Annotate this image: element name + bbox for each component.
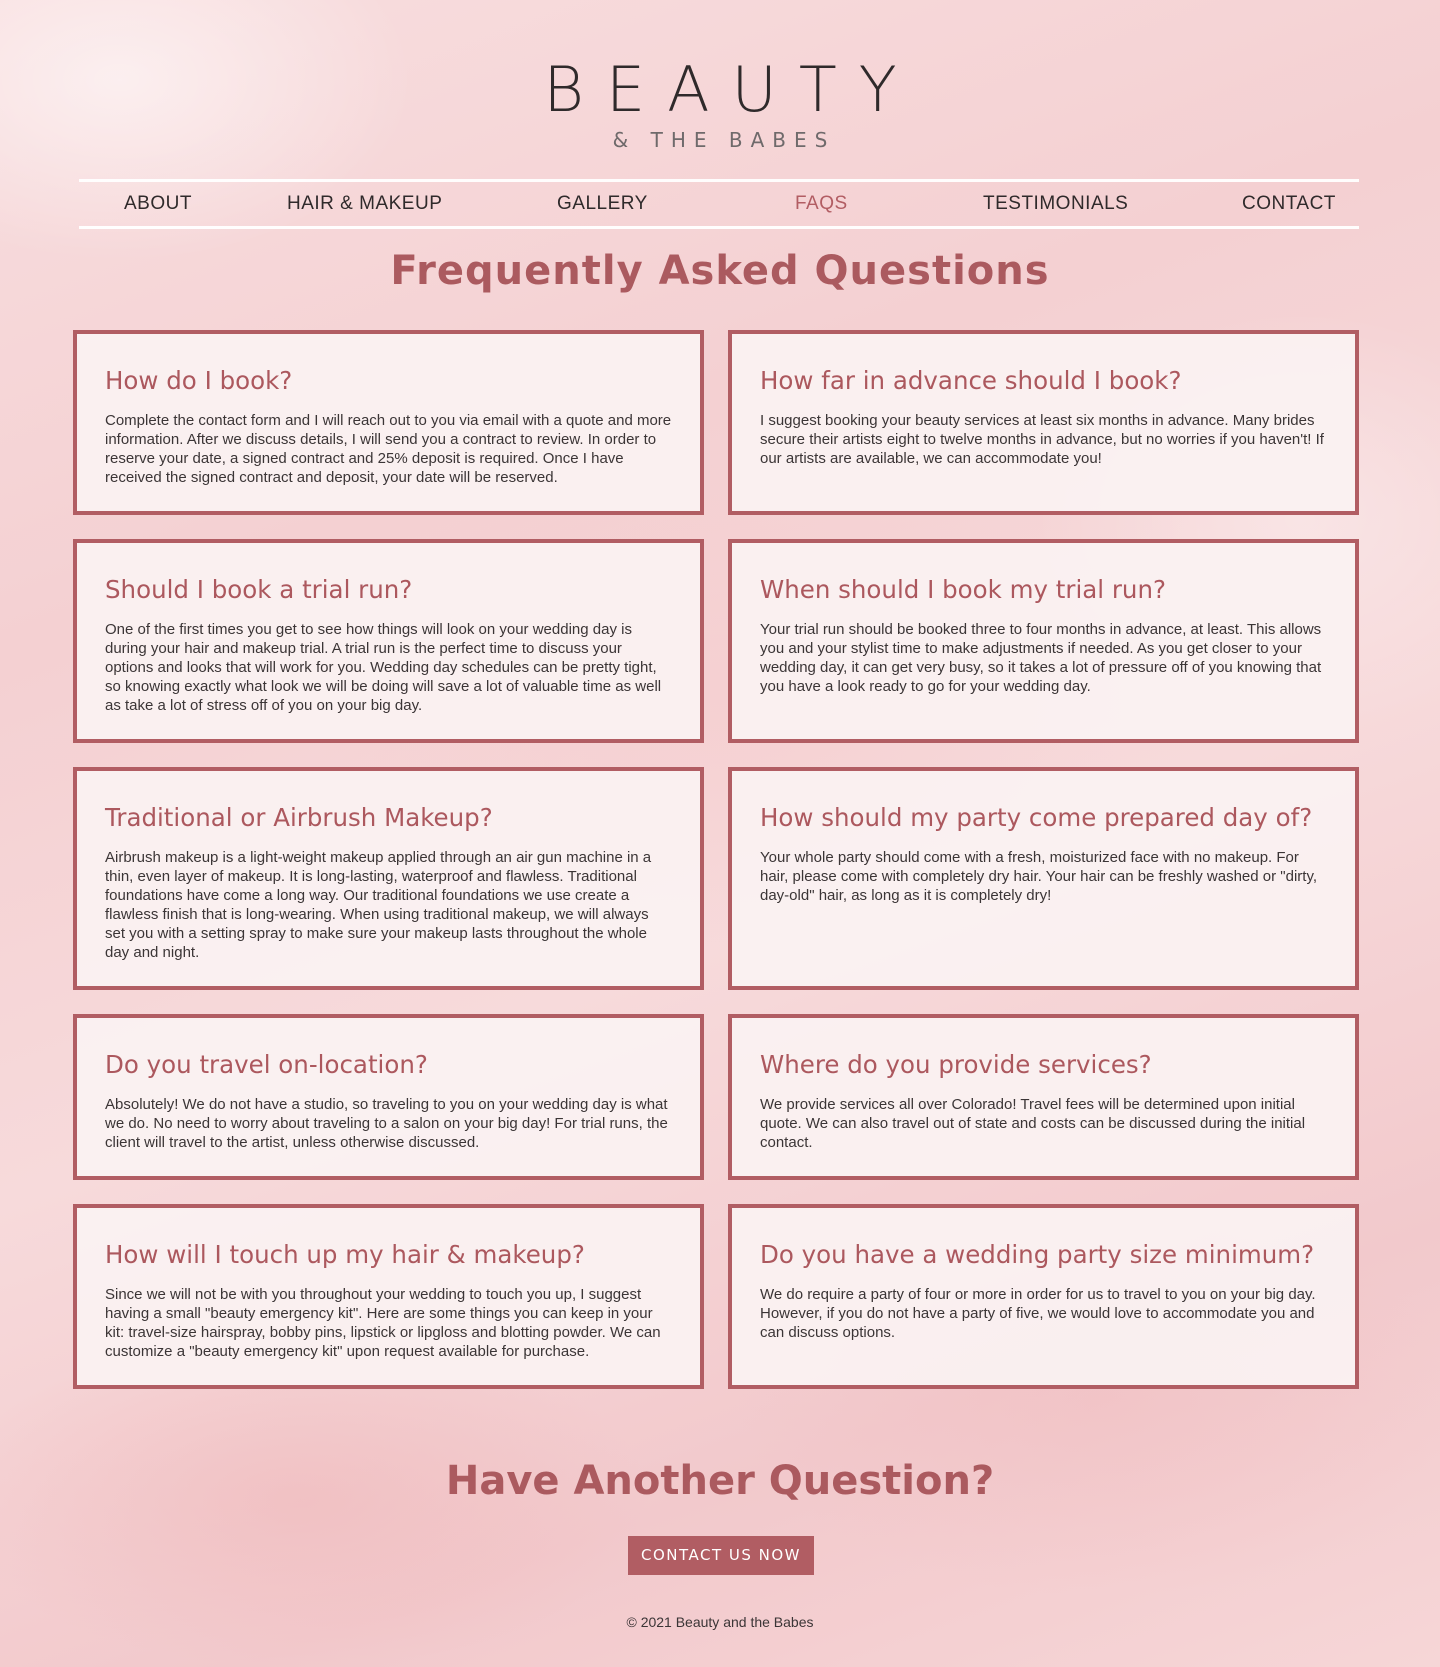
- faq-card-service-area: [728, 1014, 1359, 1180]
- page-title: Frequently Asked Questions: [390, 248, 1050, 294]
- nav-item-faqs[interactable]: FAQS: [795, 193, 848, 214]
- faq-card-party-size: [728, 1204, 1359, 1389]
- faq-question: When should I book my trial run?: [760, 575, 1166, 604]
- faq-card-how-far-in-advance: [728, 330, 1359, 515]
- nav-item-contact[interactable]: CONTACT: [1242, 193, 1336, 214]
- nav-item-hair-makeup[interactable]: HAIR & MAKEUP: [287, 193, 443, 214]
- faq-answer: Your trial run should be booked three to four months in advance, at least. This allows you and your stylist time to make adjustments if needed. As you get closer to your wedding day, it can get very busy, so it takes a lot of pressure off of you knowing that you have a look ready to go for your wedding day.: [760, 621, 1322, 695]
- nav-item-about[interactable]: ABOUT: [124, 193, 192, 214]
- faq-card-travel: [73, 1014, 704, 1180]
- faq-question: Do you have a wedding party size minimum?: [760, 1240, 1315, 1269]
- faq-question: Do you travel on-location?: [105, 1050, 428, 1079]
- faq-answer: One of the first times you get to see how things will look on your wedding day is during your hair and makeup trial. A trial run is the perfect time to discuss your options and looks that will work for you. Wedding day schedules can be pretty tight, so knowing exactly what look we will be doing will save a lot of valuable time as well as take a lot of stress off of you on your big day.: [105, 621, 662, 714]
- faq-question: How do I book?: [105, 366, 293, 395]
- faq-answer: Complete the contact form and I will reach out to you via email with a quote and more information. After we discuss details, I will send you a contract to review. In order to reserve your date, a signed contract and 25% deposit is required. Once I have received the signed contract and deposit, your date will be reserved.: [105, 412, 672, 486]
- nav-item-testimonials[interactable]: TESTIMONIALS: [983, 193, 1129, 214]
- copyright: © 2021 Beauty and the Babes: [626, 1614, 814, 1630]
- faq-answer: Absolutely! We do not have a studio, so traveling to you on your wedding day is what we do. No need to worry about traveling to a salon on your big day! For trial runs, the client will travel to the artist, unless otherwise discussed.: [105, 1096, 668, 1151]
- faq-answer: Since we will not be with you throughout your wedding to touch you up, I suggest having a small "beauty emergency kit". Here are some things you can keep in your kit: travel-size hairspray, bobby pins, lipstick or lipgloss and blotting powder. We can customize a "beauty emergency kit" upon request available for purchase.: [105, 1286, 661, 1360]
- logo[interactable]: [0, 52, 1440, 152]
- main-nav: [79, 179, 1359, 229]
- faq-answer: We provide services all over Colorado! Travel fees will be determined upon initial quote. We can also travel out of state and costs can be discussed during the initial contact.: [760, 1096, 1306, 1151]
- faq-question: Where do you provide services?: [760, 1050, 1152, 1079]
- faq-question: How far in advance should I book?: [760, 366, 1182, 395]
- faq-question: Traditional or Airbrush Makeup?: [105, 803, 493, 832]
- faq-answer: We do require a party of four or more in order for us to travel to you on your big day. However, if you do not have a party of five, we would love to accommodate you and can discuss options.: [760, 1286, 1316, 1341]
- faq-card-traditional-airbrush: [73, 767, 704, 990]
- faq-answer: Airbrush makeup is a light-weight makeup applied through an air gun machine in a thin, even layer of makeup. It is long-lasting, waterproof and flawless. Traditional foundations have come a long way. Our traditional foundations we use create a flawless finish that is long-wearing. When using traditional makeup, we will always set you with a setting spray to make sure your makeup lasts throughout the whole day and night.: [105, 849, 652, 961]
- faq-card-when-trial-run: [728, 539, 1359, 743]
- logo-title: BEAUTY: [543, 53, 919, 126]
- faq-card-how-do-i-book: [73, 330, 704, 515]
- faq-card-trial-run: [73, 539, 704, 743]
- faq-question: How should my party come prepared day of?: [760, 803, 1313, 832]
- nav-item-gallery[interactable]: GALLERY: [557, 193, 648, 214]
- faq-answer: I suggest booking your beauty services at least six months in advance. Many brides secure their artists eight to twelve months in advance, but no worries if you haven't! If our artists are available, we can accommodate you!: [760, 412, 1324, 467]
- faq-card-party-prepared: [728, 767, 1359, 990]
- contact-us-button[interactable]: CONTACT US NOW: [628, 1536, 814, 1575]
- faq-question: How will I touch up my hair & makeup?: [105, 1240, 585, 1269]
- footer-heading: Have Another Question?: [445, 1458, 995, 1504]
- logo-subtitle: & THE BABES: [612, 128, 836, 152]
- faq-question: Should I book a trial run?: [105, 575, 413, 604]
- faq-card-touch-up: [73, 1204, 704, 1389]
- faq-answer: Your whole party should come with a fresh, moisturized face with no makeup. For hair, please come with completely dry hair. Your hair can be freshly washed or "dirty, day-old" hair, as long as it is completely dry!: [760, 849, 1317, 904]
